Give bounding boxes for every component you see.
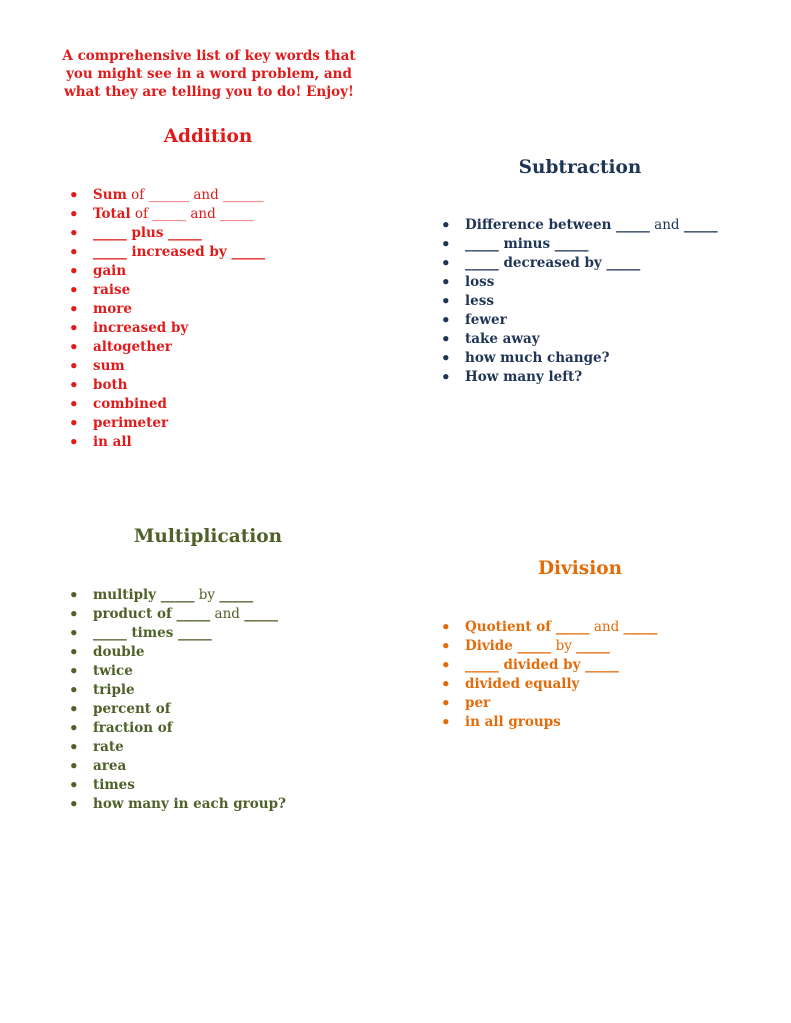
multiplication-keyword-item [69,681,286,700]
addition-keyword-lead: _____ increased by _____ [93,244,266,260]
division-heading: Division [537,558,623,579]
addition-keyword-item [69,300,265,319]
multiplication-keyword-item [69,757,286,776]
addition-keyword-item [69,357,265,376]
multiplication-keyword-item [69,776,286,795]
subtraction-keyword-lead: _____ decreased by _____ [465,255,641,271]
multiplication-keyword-lead: twice [93,663,133,679]
addition-keyword-lead: both [93,377,128,393]
addition-keyword-lead: gain [93,263,127,279]
addition-keyword-lead: raise [93,282,131,298]
addition-keyword-mid: of _____ and _____ [130,206,254,222]
multiplication-keyword-lead: times [93,777,135,793]
intro-text: A comprehensive list of key words that you might see in a word problem, and what they are telling you to do! Enjoy! [62,48,356,100]
division-keyword-lead: in all groups [465,714,561,730]
multiplication-keyword-lead: _____ times _____ [93,625,212,641]
addition-keyword-item [69,395,265,414]
subtraction-keyword-item [441,216,718,235]
division-keyword-item [441,713,657,732]
multiplication-keyword-item [69,719,286,738]
subtraction-keyword-item [441,349,718,368]
addition-keyword-lead: combined [93,396,167,412]
multiplication-keyword-lead: triple [93,682,135,698]
multiplication-keyword-lead: rate [93,739,124,755]
subtraction-keyword-item [441,273,718,292]
multiplication-keyword-item [69,643,286,662]
addition-keyword-item [69,186,265,205]
subtraction-keyword-lead: Difference between _____ [465,217,650,233]
multiplication-keyword-lead: area [93,758,127,774]
addition-keyword-lead: in all [93,434,132,450]
multiplication-keyword-item [69,586,286,605]
addition-keyword-lead: altogether [93,339,172,355]
subtraction-keyword-lead: loss [465,274,495,290]
subtraction-keyword-lead: fewer [465,312,507,328]
division-keyword-lead: _____ divided by _____ [465,657,619,673]
addition-keyword-lead: perimeter [93,415,169,431]
division-list [441,618,657,732]
subtraction-keyword-lead: how much change? [465,350,610,366]
subtraction-keyword-item [441,311,718,330]
subtraction-heading: Subtraction [518,157,642,178]
division-keyword-lead: Divide _____ [465,638,552,654]
subtraction-keyword-lead: less [465,293,494,309]
division-keyword-tail: _____ [623,619,658,635]
division-keyword-lead: Quotient of _____ [465,619,590,635]
multiplication-keyword-item [69,700,286,719]
subtraction-keyword-lead: take away [465,331,540,347]
subtraction-keyword-item [441,292,718,311]
division-keyword-tail: _____ [576,638,610,654]
addition-keyword-item [69,414,265,433]
multiplication-keyword-mid: and [210,606,245,622]
division-keyword-item [441,675,657,694]
addition-keyword-item [69,262,265,281]
addition-list [69,186,265,452]
division-keyword-item [441,637,657,656]
addition-keyword-mid: of ______ and ______ [126,187,264,203]
subtraction-keyword-lead: How many left? [465,369,583,385]
subtraction-keyword-lead: _____ minus _____ [465,236,589,252]
division-keyword-item [441,694,657,713]
multiplication-keyword-lead: product of _____ [93,606,211,622]
multiplication-keyword-item [69,738,286,757]
multiplication-keyword-item [69,624,286,643]
subtraction-keyword-item [441,235,718,254]
addition-keyword-item [69,338,265,357]
multiplication-keyword-item [69,662,286,681]
addition-keyword-item [69,224,265,243]
addition-keyword-item [69,376,265,395]
addition-keyword-item [69,281,265,300]
division-keyword-lead: divided equally [465,676,580,692]
subtraction-keyword-item [441,254,718,273]
addition-keyword-lead: _____ plus _____ [93,225,202,241]
multiplication-keyword-tail: _____ [244,606,278,622]
multiplication-keyword-lead: how many in each group? [93,796,286,812]
division-keyword-mid: by [551,638,577,654]
addition-keyword-lead: Total [93,206,131,222]
addition-keyword-lead: Sum [93,187,127,203]
addition-keyword-item [69,319,265,338]
division-keyword-item [441,656,657,675]
subtraction-keyword-mid: and [649,217,684,233]
multiplication-keyword-lead: fraction of [93,720,173,736]
division-keyword-mid: and [589,619,624,635]
division-keyword-lead: per [465,695,491,711]
multiplication-keyword-item [69,605,286,624]
addition-keyword-lead: sum [93,358,125,374]
division-keyword-item [441,618,657,637]
multiplication-keyword-lead: multiply _____ [93,587,195,603]
subtraction-keyword-tail: _____ [683,217,718,233]
multiplication-keyword-lead: percent of [93,701,171,717]
addition-keyword-lead: increased by [93,320,189,336]
addition-keyword-item [69,243,265,262]
multiplication-keyword-tail: _____ [219,587,254,603]
addition-keyword-item [69,205,265,224]
multiplication-keyword-mid: by [194,587,220,603]
addition-heading: Addition [163,126,253,147]
subtraction-keyword-item [441,368,718,387]
subtraction-keyword-item [441,330,718,349]
multiplication-list [69,586,286,814]
multiplication-keyword-item [69,795,286,814]
subtraction-list [441,216,718,387]
addition-keyword-item [69,433,265,452]
multiplication-keyword-lead: double [93,644,145,660]
addition-keyword-lead: more [93,301,132,317]
multiplication-heading: Multiplication [133,526,283,547]
